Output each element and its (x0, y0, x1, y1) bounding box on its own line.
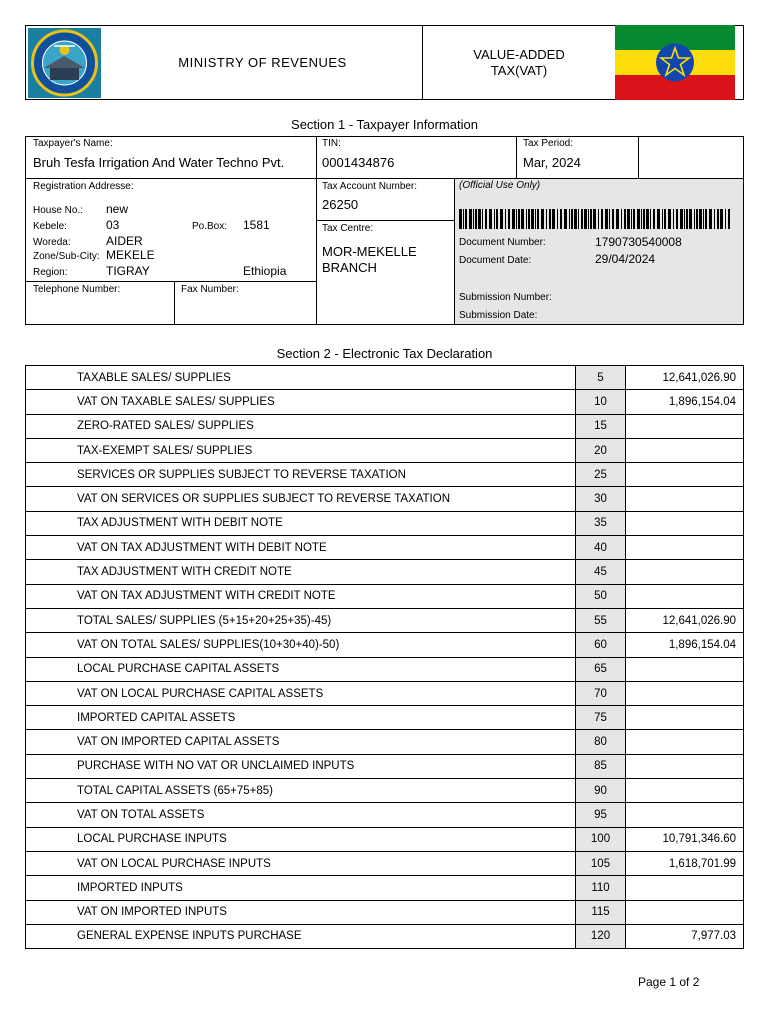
barcode-bar (588, 209, 589, 229)
barcode-bar (657, 209, 660, 229)
barcode (459, 209, 731, 229)
barcode-bar (564, 209, 567, 229)
barcode-bar (463, 209, 464, 229)
row-amount (626, 876, 744, 900)
barcode-bar (496, 209, 498, 229)
row-amount (626, 803, 744, 827)
row-amount: 1,896,154.04 (626, 633, 744, 657)
barcode-bar (526, 209, 527, 229)
row-code: 35 (576, 511, 626, 535)
row-amount (626, 706, 744, 730)
region-value: TIGRAY (106, 264, 150, 278)
tax-centre-line1: MOR-MEKELLE (322, 244, 417, 259)
row-description: LOCAL PURCHASE CAPITAL ASSETS (26, 657, 576, 681)
table-row (26, 487, 744, 511)
barcode-bar (673, 209, 674, 229)
barcode-bar (478, 209, 481, 229)
barcode-bar (609, 209, 610, 229)
barcode-bar (512, 209, 515, 229)
row-code: 10 (576, 390, 626, 414)
row-description: TAXABLE SALES/ SUPPLIES (26, 366, 576, 390)
submission-number-label: Submission Number: (459, 292, 552, 303)
tax-centre-label: Tax Centre: (322, 223, 374, 234)
row-code: 25 (576, 463, 626, 487)
table-row (26, 900, 744, 924)
row-description: TOTAL CAPITAL ASSETS (65+75+85) (26, 779, 576, 803)
registration-address-label: Registration Addresse: (33, 181, 134, 192)
barcode-bar (482, 209, 483, 229)
barcode-bar (489, 209, 492, 229)
barcode-bar (505, 209, 506, 229)
barcode-bar (541, 209, 544, 229)
barcode-bar (494, 209, 495, 229)
row-code: 100 (576, 827, 626, 851)
row-code: 120 (576, 924, 626, 948)
official-use-label: (Official Use Only) (459, 180, 541, 191)
barcode-bar (705, 209, 707, 229)
table-row (26, 876, 744, 900)
barcode-bar (703, 209, 704, 229)
barcode-bar (537, 209, 539, 229)
row-amount (626, 536, 744, 560)
row-code: 55 (576, 608, 626, 632)
barcode-bar (717, 209, 719, 229)
barcode-bar (475, 209, 477, 229)
barcode-bar (574, 209, 577, 229)
row-code: 30 (576, 487, 626, 511)
row-amount (626, 487, 744, 511)
barcode-bar (465, 209, 467, 229)
row-amount: 12,641,026.90 (626, 608, 744, 632)
barcode-bar (598, 209, 599, 229)
barcode-bar (684, 209, 685, 229)
barcode-bar (601, 209, 603, 229)
barcode-bar (720, 209, 723, 229)
table-row (26, 584, 744, 608)
col-divider-official (454, 178, 455, 325)
barcode-bar (546, 209, 547, 229)
barcode-bar (473, 209, 474, 229)
form-title-line2: TAX(VAT) (490, 63, 548, 78)
row-amount (626, 414, 744, 438)
table-row (26, 924, 744, 948)
barcode-bar (516, 209, 517, 229)
row-description: VAT ON TOTAL SALES/ SUPPLIES(10+30+40)-50) (26, 633, 576, 657)
table-row (26, 511, 744, 535)
barcode-bar (728, 209, 730, 229)
document-date-label: Document Date: (459, 255, 532, 266)
pobox-value: 1581 (243, 218, 270, 232)
col-divider-fax (174, 281, 175, 325)
row-amount (626, 463, 744, 487)
barcode-bar (699, 209, 702, 229)
table-row (26, 463, 744, 487)
tax-period-value: Mar, 2024 (523, 155, 581, 170)
row-code: 90 (576, 779, 626, 803)
page-number: Page 1 of 2 (638, 975, 700, 989)
tax-account-value: 26250 (322, 197, 359, 212)
row-description: VAT ON TOTAL ASSETS (26, 803, 576, 827)
row-amount (626, 730, 744, 754)
barcode-bar (518, 209, 520, 229)
barcode-bar (593, 209, 596, 229)
barcode-bar (650, 209, 651, 229)
row-code: 15 (576, 414, 626, 438)
tin-value: 0001434876 (322, 155, 395, 170)
barcode-bar (621, 209, 622, 229)
barcode-bar (680, 209, 683, 229)
tax-period-label: Tax Period: (523, 138, 574, 149)
zone-value: MEKELE (106, 248, 155, 262)
house-no-label: House No.: (33, 205, 84, 216)
barcode-bar (637, 209, 640, 229)
declaration-table (25, 365, 744, 949)
woreda-value: AIDER (106, 234, 143, 248)
row-amount (626, 438, 744, 462)
barcode-bar (696, 209, 698, 229)
submission-date-label: Submission Date: (459, 310, 538, 321)
barcode-bar (616, 209, 619, 229)
row-code: 65 (576, 657, 626, 681)
col-divider-period (516, 136, 517, 179)
row-description: TAX ADJUSTMENT WITH CREDIT NOTE (26, 560, 576, 584)
row-code: 105 (576, 851, 626, 875)
tin-label: TIN: (322, 138, 341, 149)
document-number-label: Document Number: (459, 237, 546, 248)
barcode-bar (631, 209, 632, 229)
barcode-bar (694, 209, 695, 229)
table-row (26, 536, 744, 560)
pobox-label: Po.Box: (192, 221, 228, 232)
fax-label: Fax Number: (181, 284, 239, 295)
row-description: LOCAL PURCHASE INPUTS (26, 827, 576, 851)
row-description: ZERO-RATED SALES/ SUPPLIES (26, 414, 576, 438)
table-row (26, 608, 744, 632)
house-no-value: new (106, 202, 129, 216)
document-date-value: 29/04/2024 (595, 252, 656, 266)
row-code: 40 (576, 536, 626, 560)
barcode-bar (459, 209, 462, 229)
table-row (26, 706, 744, 730)
tax-centre-line2: BRANCH (322, 260, 377, 275)
row-description: VAT ON LOCAL PURCHASE INPUTS (26, 851, 576, 875)
barcode-bar (668, 209, 671, 229)
barcode-bar (633, 209, 635, 229)
form-title-line1: VALUE-ADDED (473, 47, 565, 62)
barcode-bar (709, 209, 712, 229)
row-amount (626, 754, 744, 778)
table-row (26, 657, 744, 681)
barcode-bar (643, 209, 645, 229)
row-description: VAT ON SERVICES OR SUPPLIES SUBJECT TO REVERSE TAXATION (26, 487, 576, 511)
table-row (26, 827, 744, 851)
row-code: 70 (576, 681, 626, 705)
barcode-bar (569, 209, 570, 229)
col-divider-period-end (638, 136, 639, 179)
barcode-bar (676, 209, 678, 229)
taxpayer-name: Bruh Tesfa Irrigation And Water Techno Pvt. (33, 155, 285, 170)
table-row (26, 779, 744, 803)
barcode-bar (664, 209, 666, 229)
row-code: 75 (576, 706, 626, 730)
row-code: 20 (576, 438, 626, 462)
table-row (26, 390, 744, 414)
barcode-bar (560, 209, 562, 229)
table-row (26, 851, 744, 875)
row-description: VAT ON IMPORTED CAPITAL ASSETS (26, 730, 576, 754)
barcode-bar (571, 209, 573, 229)
barcode-bar (605, 209, 608, 229)
barcode-bar (552, 209, 555, 229)
row-code: 45 (576, 560, 626, 584)
row-amount: 1,896,154.04 (626, 390, 744, 414)
row-description: TAX ADJUSTMENT WITH DEBIT NOTE (26, 511, 576, 535)
section2-title: Section 2 - Electronic Tax Declaration (276, 346, 493, 361)
table-row (26, 438, 744, 462)
row-amount (626, 584, 744, 608)
row-amount: 7,977.03 (626, 924, 744, 948)
barcode-bar (590, 209, 592, 229)
row-description: VAT ON TAX ADJUSTMENT WITH DEBIT NOTE (26, 536, 576, 560)
row-description: TOTAL SALES/ SUPPLIES (5+15+20+25+35)-45) (26, 608, 576, 632)
row-amount: 10,791,346.60 (626, 827, 744, 851)
region-label: Region: (33, 267, 68, 278)
zone-label: Zone/Sub-City: (33, 251, 100, 262)
telephone-label: Telephone Number: (33, 284, 121, 295)
row-code: 95 (576, 803, 626, 827)
barcode-bar (725, 209, 726, 229)
row-code: 115 (576, 900, 626, 924)
barcode-bar (653, 209, 655, 229)
barcode-bar (521, 209, 524, 229)
row-description: VAT ON TAX ADJUSTMENT WITH CREDIT NOTE (26, 584, 576, 608)
barcode-bar (627, 209, 630, 229)
kebele-value: 03 (106, 218, 120, 232)
row-amount: 12,641,026.90 (626, 366, 744, 390)
row-description: IMPORTED INPUTS (26, 876, 576, 900)
row-code: 5 (576, 366, 626, 390)
row-amount (626, 900, 744, 924)
row-amount (626, 779, 744, 803)
table-row (26, 730, 744, 754)
row-description: VAT ON IMPORTED INPUTS (26, 900, 576, 924)
tax-account-label: Tax Account Number: (322, 181, 418, 192)
table-row (26, 633, 744, 657)
section1-title: Section 1 - Taxpayer Information (291, 117, 478, 132)
barcode-bar (641, 209, 642, 229)
row-code: 80 (576, 730, 626, 754)
barcode-bar (581, 209, 583, 229)
barcode-bar (549, 209, 551, 229)
kebele-label: Kebele: (33, 221, 67, 232)
row-description: IMPORTED CAPITAL ASSETS (26, 706, 576, 730)
row-description: GENERAL EXPENSE INPUTS PURCHASE (26, 924, 576, 948)
row-description: VAT ON LOCAL PURCHASE CAPITAL ASSETS (26, 681, 576, 705)
barcode-bar (584, 209, 587, 229)
barcode-bar (535, 209, 536, 229)
barcode-bar (500, 209, 503, 229)
barcode-bar (557, 209, 558, 229)
barcode-bar (612, 209, 614, 229)
table-row (26, 803, 744, 827)
barcode-bar (508, 209, 510, 229)
woreda-label: Woreda: (33, 237, 71, 248)
ethiopia-flag (615, 25, 735, 100)
table-row (26, 414, 744, 438)
col-divider-tin (316, 136, 317, 325)
barcode-bar (686, 209, 688, 229)
barcode-bar (646, 209, 649, 229)
table-row (26, 366, 744, 390)
table-row (26, 560, 744, 584)
barcode-bar (531, 209, 534, 229)
row-description: TAX-EXEMPT SALES/ SUPPLIES (26, 438, 576, 462)
table-row (26, 681, 744, 705)
barcode-bar (528, 209, 530, 229)
row-code: 50 (576, 584, 626, 608)
row-amount (626, 511, 744, 535)
row-amount (626, 560, 744, 584)
barcode-bar (485, 209, 487, 229)
row-amount (626, 681, 744, 705)
row-code: 110 (576, 876, 626, 900)
row-description: VAT ON TAXABLE SALES/ SUPPLIES (26, 390, 576, 414)
row-code: 85 (576, 754, 626, 778)
barcode-bar (624, 209, 626, 229)
ministry-name: MINISTRY OF REVENUES (178, 55, 347, 70)
document-number-value: 1790730540008 (595, 235, 682, 249)
taxpayer-name-label: Taxpayer's Name: (33, 138, 113, 149)
row-divider-1 (25, 178, 744, 179)
row-amount: 1,618,701.99 (626, 851, 744, 875)
row-description: SERVICES OR SUPPLIES SUBJECT TO REVERSE TAXATION (26, 463, 576, 487)
barcode-bar (662, 209, 663, 229)
country-value: Ethiopia (243, 264, 287, 278)
barcode-bar (469, 209, 472, 229)
row-description: PURCHASE WITH NO VAT OR UNCLAIMED INPUTS (26, 754, 576, 778)
row-divider-taxcentre (316, 220, 455, 221)
table-row (26, 754, 744, 778)
row-amount (626, 657, 744, 681)
ministry-logo-seal (28, 28, 101, 98)
barcode-bar (689, 209, 692, 229)
barcode-bar (714, 209, 715, 229)
row-code: 60 (576, 633, 626, 657)
row-divider-phone (25, 281, 317, 282)
barcode-bar (578, 209, 579, 229)
